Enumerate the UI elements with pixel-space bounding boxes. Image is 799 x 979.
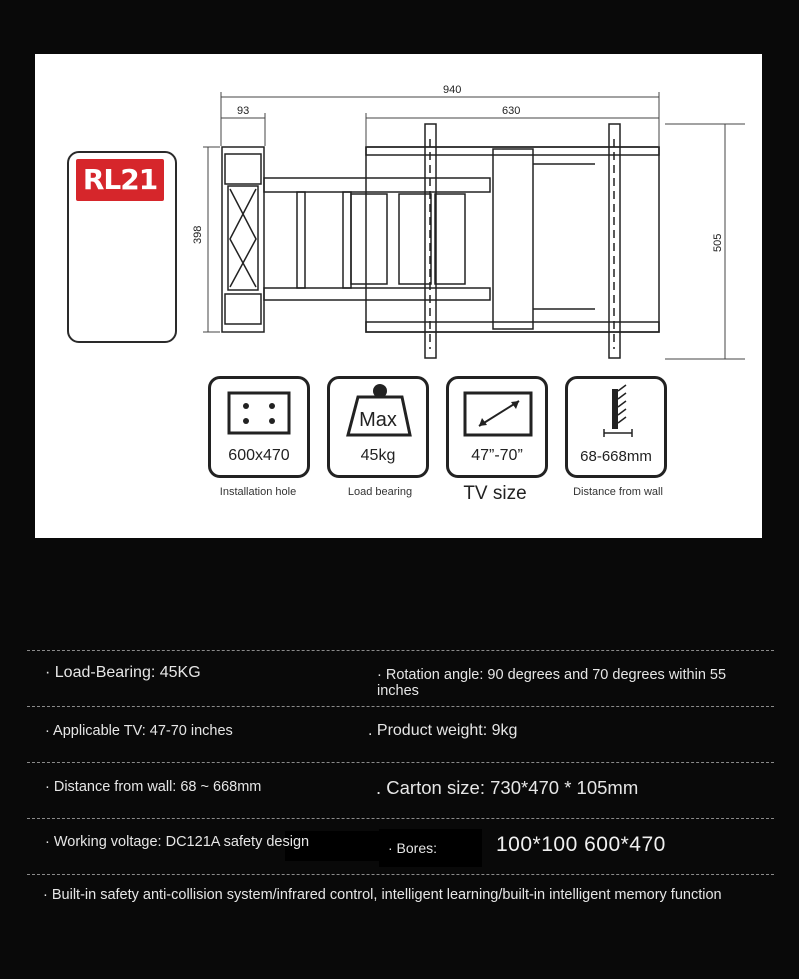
product-diagram-panel bbox=[35, 54, 762, 538]
tv-size-value: 47”-70” bbox=[471, 447, 523, 464]
installation-hole-caption: Installation hole bbox=[219, 486, 297, 498]
spec-product-weight: . Product weight: 9kg bbox=[368, 722, 518, 739]
tv-size-caption: TV size bbox=[463, 483, 527, 504]
spec-distance: · Distance from wall: 68 ~ 668mm bbox=[45, 779, 262, 795]
dim-label-93: 93 bbox=[237, 105, 250, 117]
spec-voltage: · Working voltage: DC121A safety design bbox=[45, 834, 310, 850]
spec-row-2 bbox=[27, 706, 774, 763]
distance-card bbox=[565, 376, 667, 478]
dim-label-505: 505 bbox=[712, 233, 724, 252]
distance-value: 68-668mm bbox=[580, 448, 652, 465]
spec-safety: · Built-in safety anti-collision system/infrared control, intelligent learning/built-in intelligent memory function bbox=[43, 887, 722, 903]
max-label: Max bbox=[359, 409, 397, 431]
load-bearing-caption: Load bearing bbox=[347, 486, 413, 498]
mounting-holes-icon bbox=[211, 379, 307, 439]
wall-plate bbox=[222, 147, 264, 332]
spec-load-bearing: · Load-Bearing: 45KG bbox=[45, 664, 201, 681]
spec-row-4 bbox=[27, 818, 774, 875]
installation-hole-value: 600x470 bbox=[228, 447, 290, 464]
swing-arm bbox=[264, 178, 490, 300]
spec-bores-value: 100*100 600*470 bbox=[496, 833, 666, 856]
spec-row-1 bbox=[27, 650, 774, 707]
model-badge: RL21 bbox=[76, 159, 164, 201]
installation-hole-card bbox=[208, 376, 310, 478]
tv-bracket bbox=[366, 124, 659, 358]
wall-distance-icon bbox=[568, 379, 664, 441]
spec-rotation: · Rotation angle: 90 degrees and 70 degrees within 55 inches bbox=[377, 667, 727, 699]
load-bearing-card bbox=[327, 376, 429, 478]
dim-label-940: 940 bbox=[443, 84, 462, 96]
load-bearing-value: 45kg bbox=[360, 447, 396, 464]
spec-row-5 bbox=[27, 874, 774, 935]
spec-bores-label: · Bores: bbox=[388, 840, 438, 856]
model-card bbox=[67, 151, 177, 343]
spec-row-3 bbox=[27, 762, 774, 819]
spec-carton-size: . Carton size: 730*470 * 105mm bbox=[376, 777, 639, 798]
dim-label-398: 398 bbox=[192, 225, 204, 244]
distance-caption: Distance from wall bbox=[573, 486, 663, 498]
tv-size-card bbox=[446, 376, 548, 478]
spec-applicable-tv: · Applicable TV: 47-70 inches bbox=[45, 723, 233, 739]
dim-label-630: 630 bbox=[502, 105, 521, 117]
tv-diagonal-icon bbox=[449, 379, 545, 439]
